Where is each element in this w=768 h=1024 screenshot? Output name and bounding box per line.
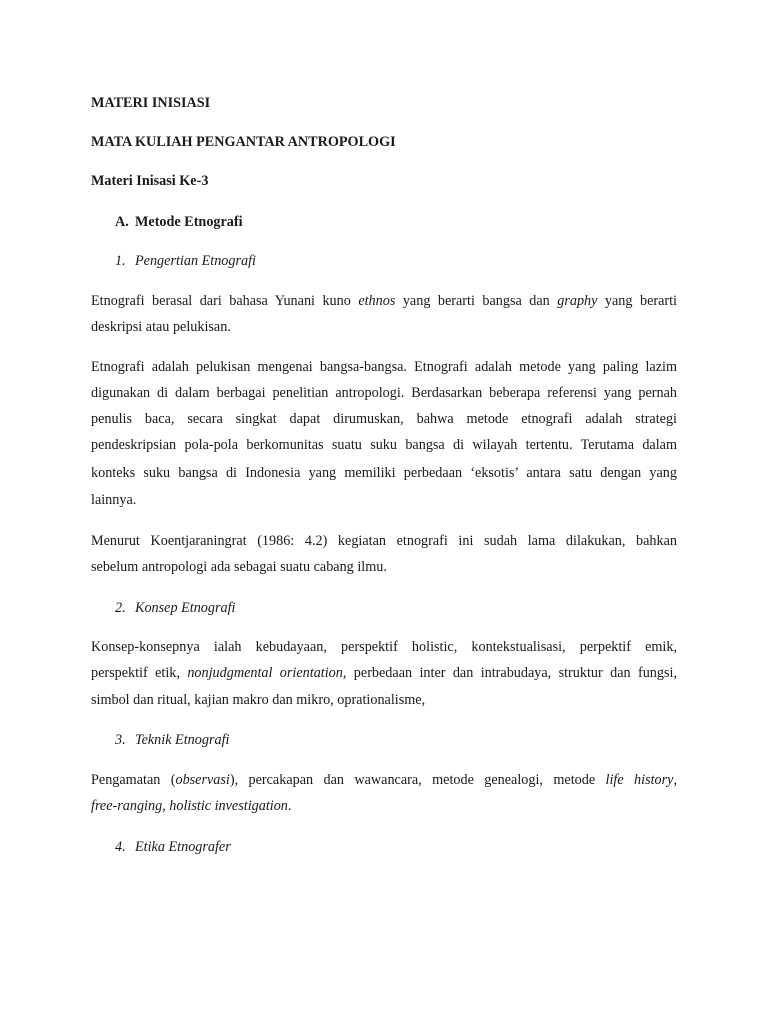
term-nonjudgmental: nonjudgmental orientation bbox=[187, 665, 343, 681]
term-holistic-investigation: holistic investigation bbox=[169, 798, 288, 814]
course-title: MATA KULIAH PENGANTAR ANTROPOLOGI bbox=[91, 134, 396, 150]
text-run: ), percakapan dan wawancara, metode genealogi, metode bbox=[229, 772, 606, 788]
text-run: , bbox=[162, 798, 170, 814]
para-3-line-1: Menurut Koentjaraningrat (1986: 4.2) kegiatan etnografi ini sudah lama dilakukan, bahkan bbox=[91, 533, 677, 549]
item-1-number: 1. bbox=[115, 253, 126, 269]
term-life-history: life history bbox=[605, 772, 674, 788]
para-1-line-2: deskripsi atau pelukisan. bbox=[91, 319, 231, 335]
para-5-line-1 bbox=[91, 771, 677, 789]
section-a-letter: A. bbox=[115, 214, 129, 230]
text-run: yang berarti bbox=[597, 293, 677, 309]
para-1-line-1 bbox=[91, 292, 677, 310]
para-4-line-1: Konsep-konsepnya ialah kebudayaan, perspektif holistic, kontekstualisasi, perpektif emik, bbox=[91, 639, 677, 655]
doc-title: MATERI INISIASI bbox=[91, 95, 211, 111]
para-2-line-2: digunakan di dalam berbagai penelitian antropologi. Berdasarkan beberapa referensi yang pernah bbox=[91, 385, 677, 401]
para-5-line-2 bbox=[91, 797, 677, 815]
para-2-line-4: pendeskripsian pola-pola berkomunitas suatu suku bangsa di wilayah tertentu. Terutama dalam bbox=[91, 437, 677, 453]
para-2-line-3: penulis baca, secara singkat dapat dirumuskan, bahwa metode etnografi adalah strategi bbox=[91, 411, 677, 427]
term-graphy: graphy bbox=[557, 293, 598, 309]
section-a-title: Metode Etnografi bbox=[135, 214, 243, 230]
text-run: yang berarti bangsa dan bbox=[395, 293, 558, 309]
para-3-line-2: sebelum antropologi ada sebagai suatu cabang ilmu. bbox=[91, 559, 387, 575]
text-run: Etnografi berasal dari bahasa Yunani kuno bbox=[91, 293, 359, 309]
para-2-line-1: Etnografi adalah pelukisan mengenai bangsa-bangsa. Etnografi adalah metode yang paling lazim bbox=[91, 359, 677, 375]
item-4-number: 4. bbox=[115, 839, 126, 855]
para-4-line-2 bbox=[91, 664, 677, 682]
term-ethnos: ethnos bbox=[358, 293, 396, 309]
item-4-title: Etika Etnografer bbox=[135, 839, 231, 855]
text-run: perspektif etik, bbox=[91, 665, 188, 681]
para-4-line-3: simbol dan ritual, kajian makro dan mikro, oprationalisme, bbox=[91, 692, 426, 708]
session-title: Materi Inisasi Ke-3 bbox=[91, 173, 209, 189]
item-1-title: Pengertian Etnografi bbox=[135, 253, 256, 269]
item-2-title: Konsep Etnografi bbox=[135, 600, 236, 616]
item-3-title: Teknik Etnografi bbox=[135, 732, 230, 748]
para-2-line-6: lainnya. bbox=[91, 492, 137, 508]
term-observasi: observasi bbox=[175, 772, 230, 788]
item-2-number: 2. bbox=[115, 600, 126, 616]
text-run: . bbox=[287, 798, 292, 814]
text-run: , perbedaan inter dan intrabudaya, struktur dan fungsi, bbox=[342, 665, 677, 681]
item-3-number: 3. bbox=[115, 732, 126, 748]
term-free-ranging: free-ranging bbox=[91, 798, 163, 814]
text-run: , bbox=[673, 772, 677, 788]
text-run: Pengamatan ( bbox=[91, 772, 176, 788]
para-2-line-5: konteks suku bangsa di Indonesia yang memiliki perbedaan ‘eksotis’ antara satu dengan yang bbox=[91, 465, 677, 481]
